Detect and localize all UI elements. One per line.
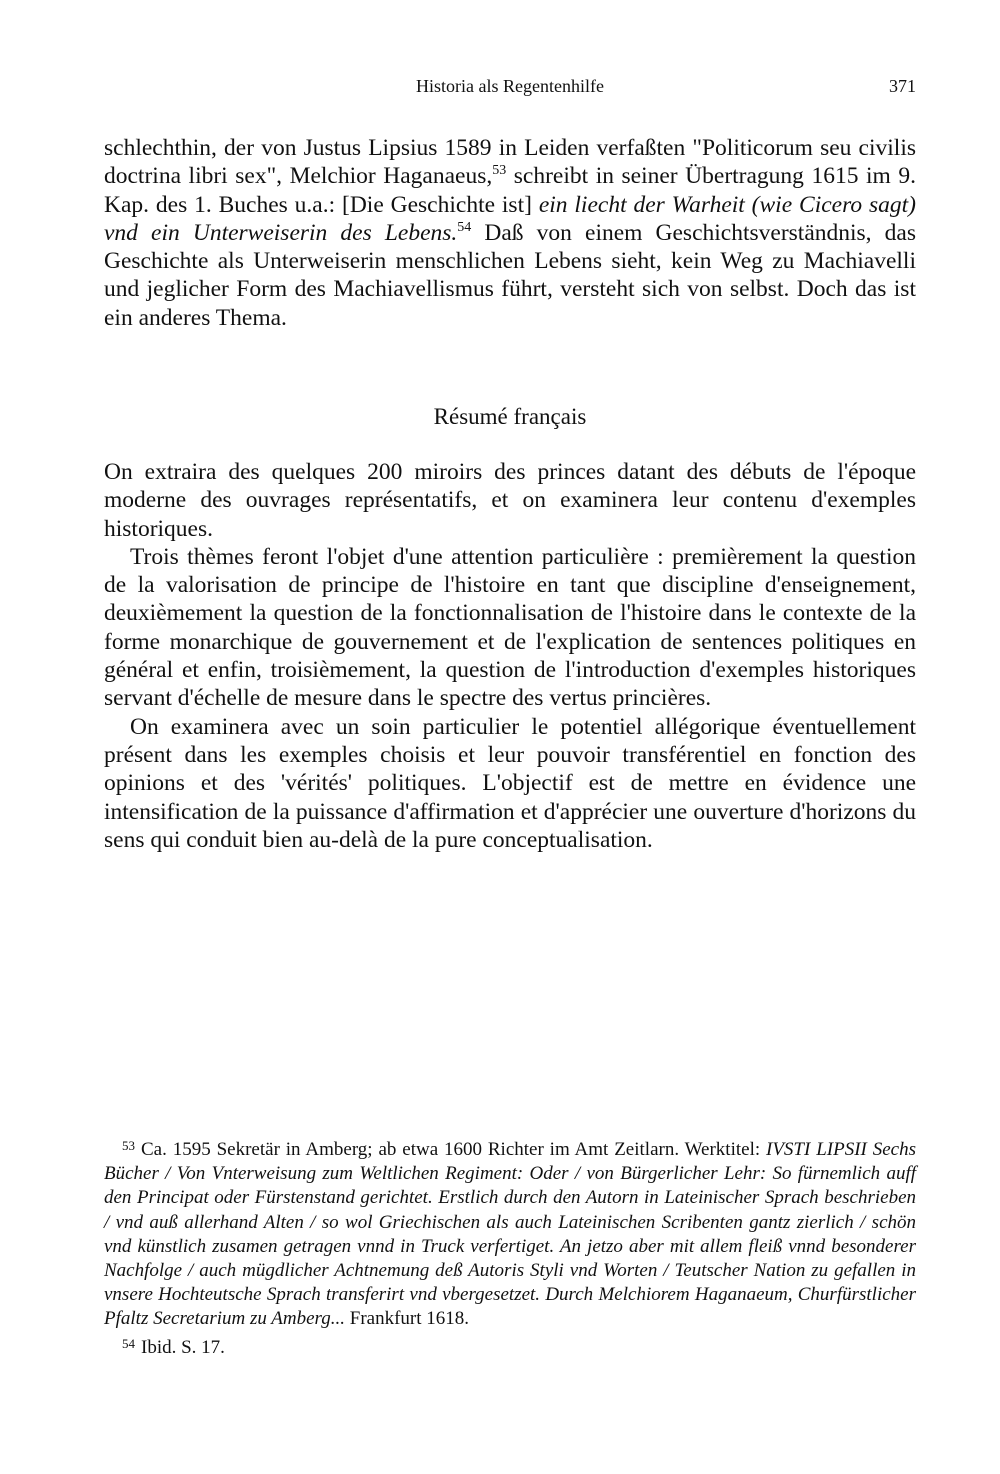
footnotes xyxy=(104,1134,916,1360)
footnote-53-text: Ca. 1595 Sekretär in Amberg; ab etwa 1600 Richter im Amt Zeitlarn. Werktitel: xyxy=(141,1139,766,1160)
main-text-part-2: schreibt in seiner Übertragung 1615 im 9. Kap. des 1. Buches u.a.: [Die Geschichte ist] xyxy=(104,163,916,218)
footnote-53 xyxy=(104,1134,916,1332)
resume-heading: Résumé français xyxy=(433,404,587,429)
page-number: 371 xyxy=(889,76,916,96)
footnote-53-title: IVSTI LIPSII Sechs Bücher / Von Vnterweisung zum Weltlichen Regiment: Oder / von Bürgerlicher Lehr: So fürnemlich auff den Principat oder Fürstenstand gerichtet. Erstlich durch den Autorn in Lateinischer Sprach beschrieben / vnd auß allerhand Alten / so wol Griechischen als auch Lateinischen Scribenten gantz zierlich / schön vnd künstlich zusamen getragen vnnd in Truck verfertiget. An jetzo aber mit allem fleiß vnnd besonderer Nachfolge / auch mügdlicher Achtnemung deß Autoris Styli vnd Worten / Teutscher Nation zu gefallen in vnsere Hochteutsche Sprach transferirt vnd vbergesetzet. Durch Melchiorem Haganaeum, Churfürstlicher Pfaltz Secretarium zu Amberg... xyxy=(104,1139,916,1330)
running-title: Historia als Regentenhilfe xyxy=(416,76,604,96)
footnote-54-mark: 54 xyxy=(122,1335,135,1351)
main-text-part-3: Daß von einem Geschichtsverständnis, das Geschichte als Unterweiserin menschlichen Lebens sieht, kein Weg zu Machiavelli und jeglicher Form des Machiavellismus führt, versteht sich von selbst. Doch das ist ein anderes Thema. xyxy=(104,219,916,331)
footnote-53-mark: 53 xyxy=(122,1138,135,1153)
running-head xyxy=(104,76,916,102)
resume-body xyxy=(104,458,916,854)
resume-paragraph-3: On examinera avec un soin particulier le potentiel allégorique éventuellement présent dans les exemples choisis et leur pouvoir transférentiel en fonction des opinions et des 'vérités' politiques. L'objectif est de mettre en évidence une intensification de la puissance d'affirmation et d'apprécier une ouverture d'horizons du sens qui conduit bien au-delà de la pure conceptualisation. xyxy=(104,713,916,853)
resume-paragraph-2: Trois thèmes feront l'objet d'une attention particulière : premièrement la question de la valorisation de principe de l'histoire en tant que discipline d'enseignement, deuxièmement la question de la fonctionnalisation de l'histoire dans le contexte de la forme monarchique de gouvernement et de l'explication de sentences politiques en général et enfin, troisièmement, la question de l'introduction d'exemples historiques servant d'échelle de mesure dans le spectre des vertus princières. xyxy=(104,543,916,712)
quote-italic: ein liecht der Warheit (wie Cicero sagt) vnd ein Unterweiserin des Lebens. xyxy=(104,191,916,246)
footnote-ref-54: 54 xyxy=(457,220,472,236)
resume-paragraph-1: On extraira des quelques 200 miroirs des princes datant des débuts de l'époque moderne des ouvrages représentatifs, et on examinera leur contenu d'exemples historiques. xyxy=(104,459,916,542)
footnote-ref-53: 53 xyxy=(492,163,507,179)
footnote-54 xyxy=(104,1332,916,1360)
main-paragraph xyxy=(104,134,916,332)
main-text-part-1: schlechthin, der von Justus Lipsius 1589 in Leiden verfaßten "Politicorum seu civilis doctrina libri sex", Melchior Haganaeus, xyxy=(104,135,916,190)
footnote-54-text: Ibid. S. 17. xyxy=(141,1336,225,1358)
footnote-53-end: Frankfurt 1618. xyxy=(345,1308,470,1330)
